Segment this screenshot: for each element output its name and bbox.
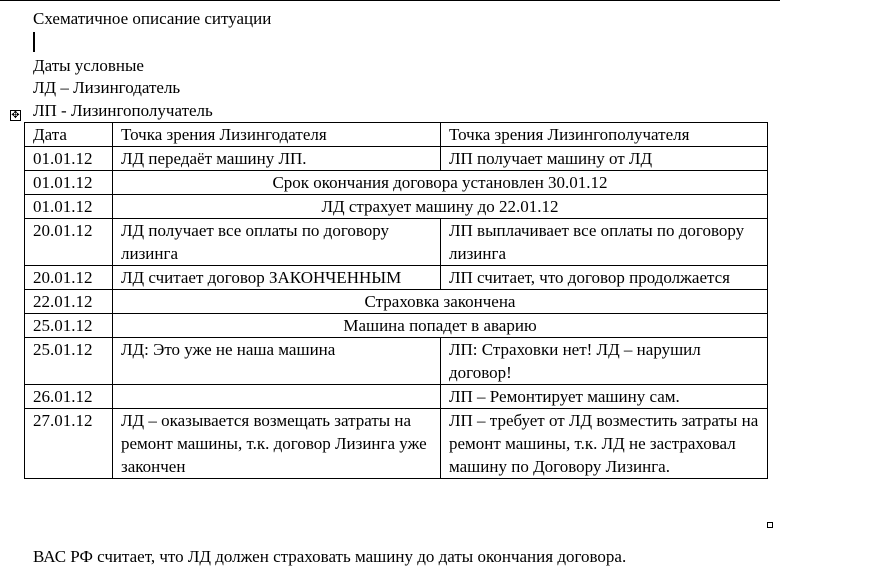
text-cursor [33,32,35,52]
table-row [25,219,768,266]
table-row [25,338,768,385]
row-date: 01.01.12 [25,171,113,195]
row-ld-view: ЛД – оказывается возмещать затраты на ремонт машины, т.к. договор Лизинга уже закончен [113,409,441,479]
header-date: Дата [25,123,113,147]
row-merged-event: ЛД страхует машину до 22.01.12 [113,195,768,219]
row-lp-view: ЛП получает машину от ЛД [441,147,768,171]
note-ld: ЛД – Лизингодатель [33,78,181,97]
row-ld-view: ЛД: Это уже не наша машина [113,338,441,385]
table-row [25,147,768,171]
row-date: 01.01.12 [25,147,113,171]
row-ld-view: ЛД передаёт машину ЛП. [113,147,441,171]
header-ld: Точка зрения Лизингодателя [113,123,441,147]
row-ld-view: ЛД считает договор ЗАКОНЧЕННЫМ [113,266,441,290]
row-lp-view: ЛП – Ремонтирует машину сам. [441,385,768,409]
row-merged-event: Срок окончания договора установлен 30.01.12 [113,171,768,195]
table-row [25,409,768,479]
row-lp-view: ЛП выплачивает все оплаты по договору лизинга [441,219,768,266]
row-lp-view: ЛП – требует от ЛД возместить затраты на ремонт машины, т.к. ЛД не застраховал машину по Договору Лизинга. [441,409,768,479]
table-header-row [25,123,768,147]
row-lp-view: ЛП: Страховки нет! ЛД – нарушил договор! [441,338,768,385]
row-merged-event: Машина попадет в аварию [113,314,768,338]
row-date: 25.01.12 [25,338,113,385]
table-row [25,385,768,409]
note-lp: ЛП - Лизингополучатель [33,101,213,120]
row-date: 26.01.12 [25,385,113,409]
situation-table [24,122,768,479]
page-top-border [0,0,780,1]
conclusion-text: ВАС РФ считает, что ЛД должен страховать машину до даты окончания договора. [33,547,627,566]
row-ld-view [113,385,441,409]
row-date: 22.01.12 [25,290,113,314]
table-move-handle-icon[interactable]: ✥ [11,110,20,121]
note-dates: Даты условные [33,56,144,75]
row-merged-event: Страховка закончена [113,290,768,314]
row-date: 27.01.12 [25,409,113,479]
document-title: Схематичное описание ситуации [33,9,272,28]
table-row [25,171,768,195]
header-lp: Точка зрения Лизингополучателя [441,123,768,147]
table-row [25,195,768,219]
row-date: 25.01.12 [25,314,113,338]
row-date: 20.01.12 [25,266,113,290]
table-row [25,290,768,314]
row-ld-view: ЛД получает все оплаты по договору лизинга [113,219,441,266]
row-date: 01.01.12 [25,195,113,219]
table-row [25,266,768,290]
table-row [25,314,768,338]
table-resize-handle[interactable] [767,522,773,528]
row-date: 20.01.12 [25,219,113,266]
row-lp-view: ЛП считает, что договор продолжается [441,266,768,290]
